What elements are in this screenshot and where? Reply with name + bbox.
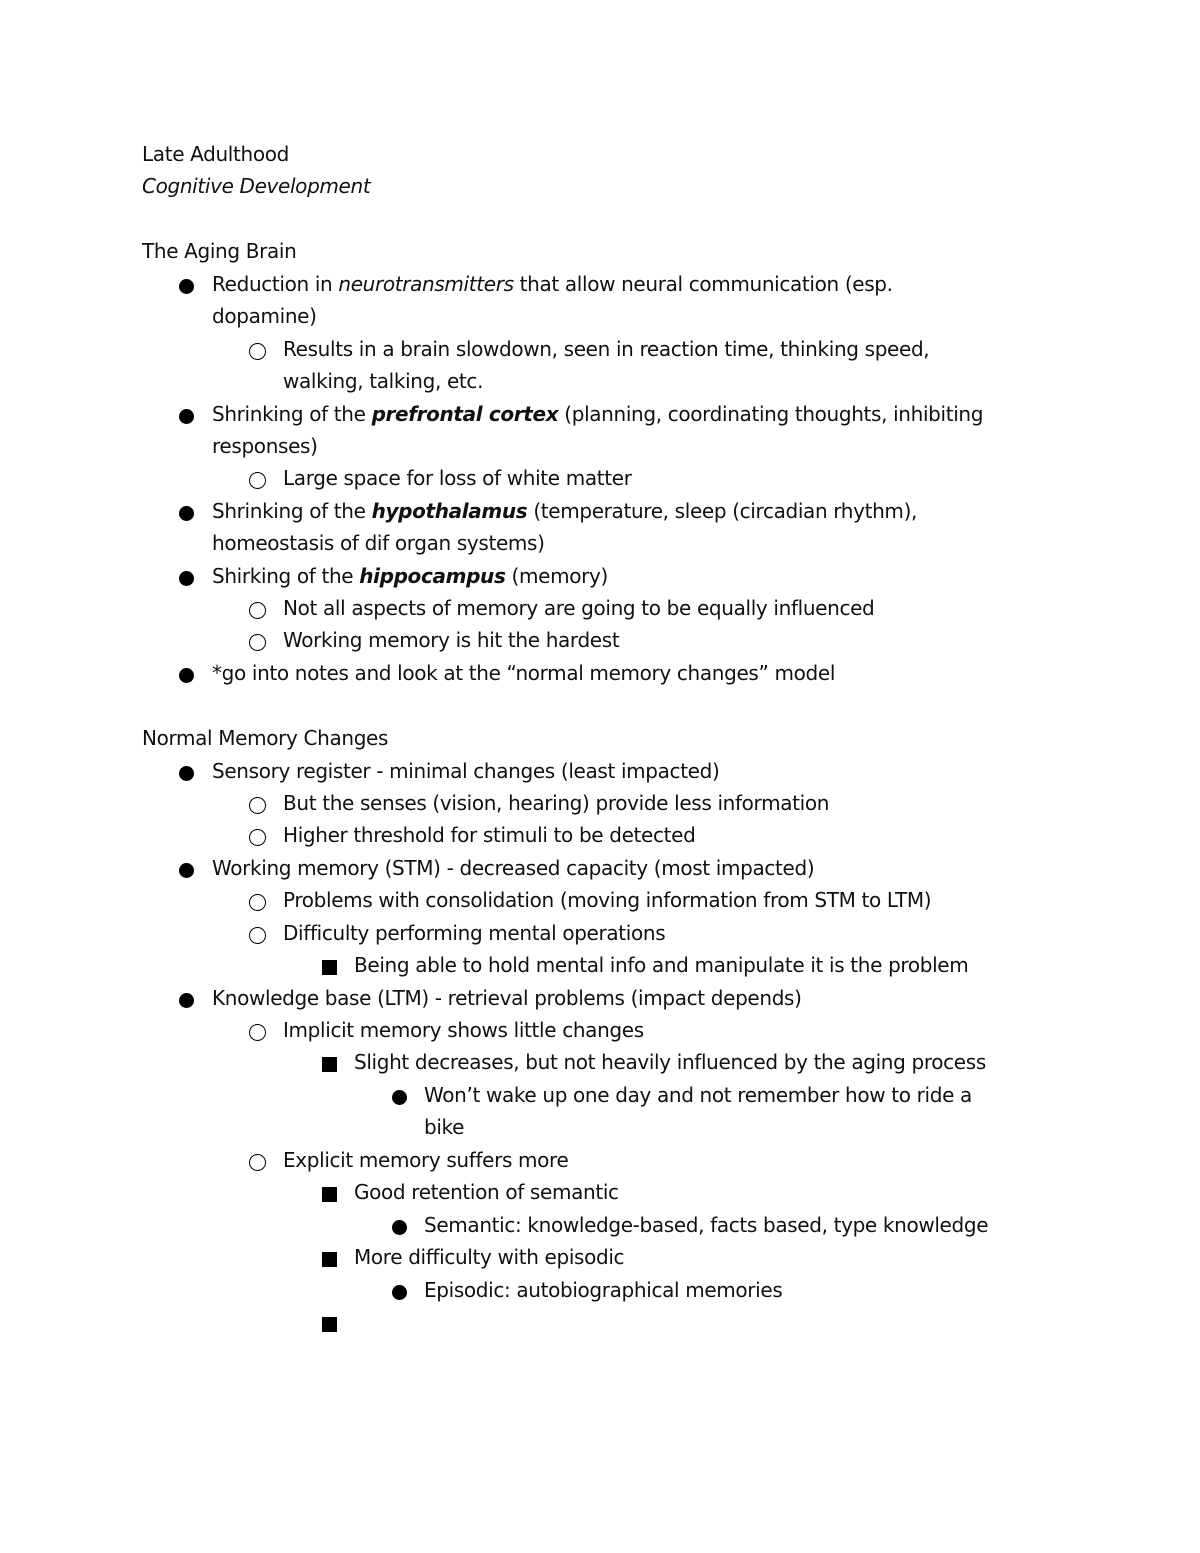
document-title: Late Adulthood: [142, 142, 289, 166]
bullet-circle-icon: [249, 343, 266, 360]
bullet-disc-icon: [179, 668, 194, 683]
bullet-disc-icon: [179, 506, 194, 521]
sub-sub-item-episodic-difficulty: More difficulty with episodic: [354, 1245, 625, 1269]
list-item-text: Shirking of the: [212, 564, 360, 588]
list-item-continuation: homeostasis of dif organ systems): [212, 531, 545, 555]
bullet-circle-icon: [249, 1154, 266, 1171]
bullet-circle-icon: [249, 829, 266, 846]
sub-item-memory-aspects: Not all aspects of memory are going to be equally influenced: [283, 596, 875, 620]
list-item-knowledge-base: Knowledge base (LTM) - retrieval problems (impact depends): [212, 986, 802, 1010]
bullet-circle-icon: [249, 894, 266, 911]
detail-item-semantic: Semantic: knowledge-based, facts based, type knowledge: [424, 1213, 989, 1237]
sub-item-senses: But the senses (vision, hearing) provide less information: [283, 791, 830, 815]
bullet-disc-icon: [392, 1285, 407, 1300]
sub-item-mental-operations: Difficulty performing mental operations: [283, 921, 666, 945]
list-item-neurotransmitters: [212, 268, 893, 300]
sub-item-consolidation: Problems with consolidation (moving information from STM to LTM): [283, 888, 932, 912]
detail-item-episodic: Episodic: autobiographical memories: [424, 1278, 783, 1302]
bullet-circle-icon: [249, 927, 266, 944]
term-neurotransmitters: neurotransmitters: [338, 272, 514, 296]
bullet-disc-icon: [179, 279, 194, 294]
list-item-sensory-register: Sensory register - minimal changes (least impacted): [212, 759, 720, 783]
term-hypothalamus: hypothalamus: [371, 499, 528, 523]
sub-item-threshold: Higher threshold for stimuli to be detected: [283, 823, 696, 847]
section-heading-memory-changes: Normal Memory Changes: [142, 726, 389, 750]
bullet-circle-icon: [249, 602, 266, 619]
term-hippocampus: hippocampus: [359, 564, 506, 588]
sub-item-continuation: walking, talking, etc.: [283, 369, 484, 393]
sub-sub-item-hold-info: Being able to hold mental info and manipulate it is the problem: [354, 953, 969, 977]
list-item-hypothalamus: [212, 495, 917, 527]
bullet-square-icon: [322, 1317, 337, 1332]
bullet-circle-icon: [249, 634, 266, 651]
list-item-text: (planning, coordinating thoughts, inhibiting: [558, 402, 984, 426]
bullet-square-icon: [322, 1057, 337, 1072]
bullet-circle-icon: [249, 1024, 266, 1041]
bullet-circle-icon: [249, 797, 266, 814]
bullet-square-icon: [322, 1252, 337, 1267]
bullet-disc-icon: [179, 766, 194, 781]
section-heading-aging-brain: The Aging Brain: [142, 239, 297, 263]
list-item-text: Shrinking of the: [212, 402, 372, 426]
sub-item-implicit-memory: Implicit memory shows little changes: [283, 1018, 644, 1042]
list-item-text: (temperature, sleep (circadian rhythm),: [527, 499, 918, 523]
document-subtitle: Cognitive Development: [142, 174, 371, 198]
sub-item-brain-slowdown: Results in a brain slowdown, seen in reaction time, thinking speed,: [283, 337, 930, 361]
term-prefrontal-cortex: prefrontal cortex: [371, 402, 559, 426]
bullet-disc-icon: [392, 1090, 407, 1105]
list-item-continuation: dopamine): [212, 304, 317, 328]
list-item-working-memory: Working memory (STM) - decreased capacity (most impacted): [212, 856, 815, 880]
bullet-disc-icon: [392, 1220, 407, 1235]
detail-item-continuation: bike: [424, 1115, 465, 1139]
list-item-text: (memory): [505, 564, 608, 588]
list-item-text: Reduction in: [212, 272, 339, 296]
bullet-disc-icon: [179, 571, 194, 586]
bullet-disc-icon: [179, 863, 194, 878]
detail-item-bike: Won’t wake up one day and not remember how to ride a: [424, 1083, 972, 1107]
bullet-square-icon: [322, 960, 337, 975]
bullet-disc-icon: [179, 993, 194, 1008]
list-item-text: that allow neural communication (esp.: [513, 272, 893, 296]
list-item-note: *go into notes and look at the “normal memory changes” model: [212, 661, 836, 685]
sub-sub-item-semantic-retention: Good retention of semantic: [354, 1180, 619, 1204]
sub-sub-item-slight-decreases: Slight decreases, but not heavily influenced by the aging process: [354, 1050, 986, 1074]
sub-item-white-matter: Large space for loss of white matter: [283, 466, 632, 490]
sub-item-working-memory: Working memory is hit the hardest: [283, 628, 620, 652]
bullet-disc-icon: [179, 409, 194, 424]
bullet-circle-icon: [249, 472, 266, 489]
sub-item-explicit-memory: Explicit memory suffers more: [283, 1148, 569, 1172]
list-item-prefrontal-cortex: [212, 398, 983, 430]
list-item-continuation: responses): [212, 434, 318, 458]
list-item-hippocampus: [212, 560, 608, 592]
list-item-text: Shrinking of the: [212, 499, 372, 523]
bullet-square-icon: [322, 1187, 337, 1202]
